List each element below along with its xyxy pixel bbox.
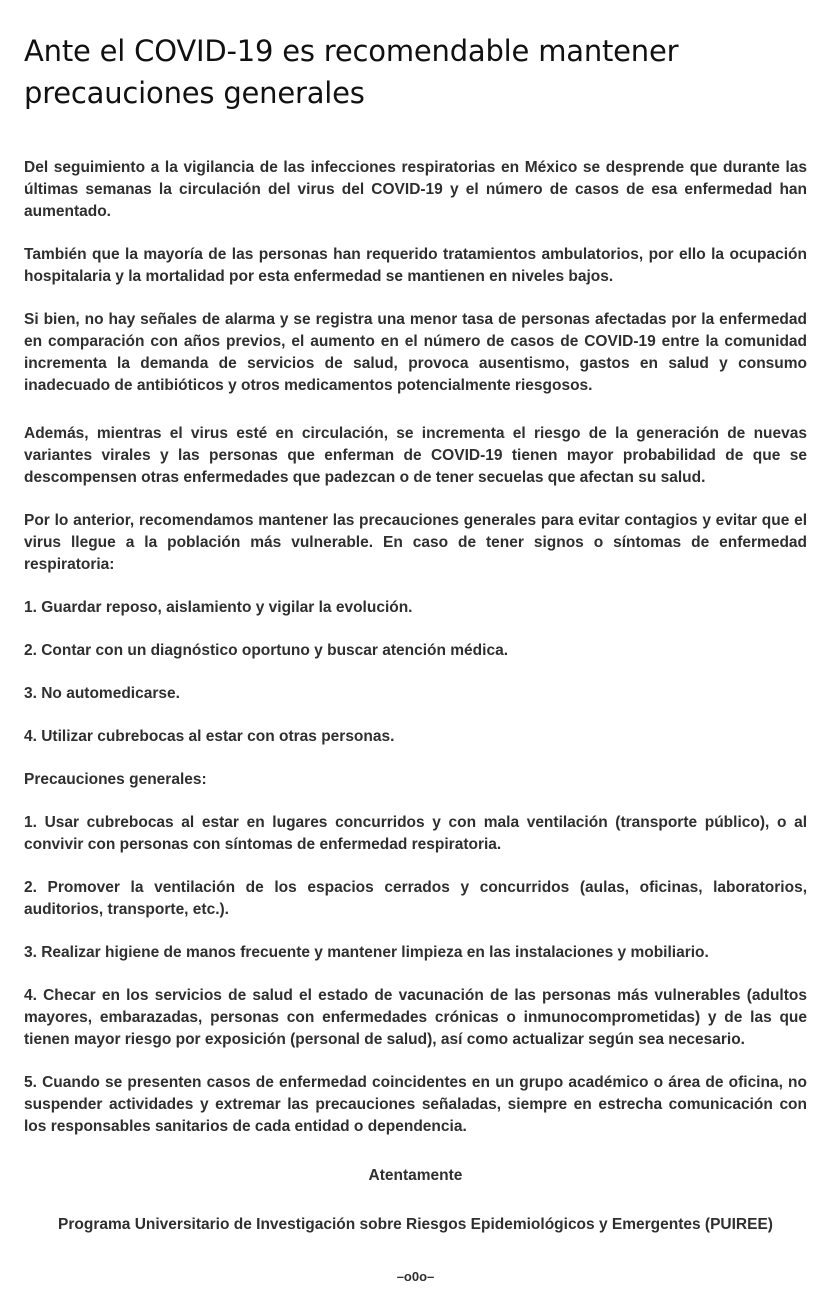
precautions-list xyxy=(24,812,807,1138)
list-item: 1. Usar cubrebocas al estar en lugares concurridos y con mala ventilación (transporte público), o al convivir con personas con síntomas de enfermedad respiratoria. xyxy=(24,814,807,853)
list-item: 2. Promover la ventilación de los espacios cerrados y concurridos (aulas, oficinas, laboratorios, auditorios, transporte, etc.). xyxy=(24,879,807,918)
document-body xyxy=(24,157,807,1285)
symptom-steps-list xyxy=(24,597,807,748)
page-title: Ante el COVID-19 es recomendable mantener precauciones generales xyxy=(24,34,679,110)
list-item: 3. Realizar higiene de manos frecuente y mantener limpieza en las instalaciones y mobiliario. xyxy=(24,944,709,961)
end-mark: –o0o– xyxy=(396,1269,435,1284)
signature-program: Programa Universitario de Investigación sobre Riesgos Epidemiológicos y Emergentes (PUIREE) xyxy=(58,1216,773,1233)
list-item: 4. Checar en los servicios de salud el estado de vacunación de las personas más vulnerables (adultos mayores, embarazadas, personas con enfermedades crónicas o inmunocomprometidas) y de las que tienen mayor riesgo por exposición (personal de salud), así como actualizar según sea necesario. xyxy=(24,987,807,1048)
paragraph-no-alarm: Si bien, no hay señales de alarma y se registra una menor tasa de personas afectadas por la enfermedad en comparación con años previos, el aumento en el número de casos de COVID-19 entre la comunidad incrementa la demanda de servicios de salud, provoca ausentismo, gastos en salud y consumo inadecuado de antibióticos y otros medicamentos potencialmente riesgosos. xyxy=(24,311,807,394)
closing-text: Atentamente xyxy=(368,1167,463,1184)
precautions-heading: Precauciones generales: xyxy=(24,771,207,788)
paragraph-ambulatory: También que la mayoría de las personas han requerido tratamientos ambulatorios, por ello la ocupación hospitalaria y la mortalidad por esta enfermedad se mantienen en niveles bajos. xyxy=(24,246,807,285)
paragraph-recommendation: Por lo anterior, recomendamos mantener las precauciones generales para evitar contagios y evitar que el virus llegue a la población más vulnerable. En caso de tener signos o síntomas de enfermedad respiratoria: xyxy=(24,512,807,573)
list-item: 5. Cuando se presenten casos de enfermedad coincidentes en un grupo académico o área de oficina, no suspender actividades y extremar las precauciones señaladas, siempre en estrecha comunicación con los responsables sanitarios de cada entidad o dependencia. xyxy=(24,1074,807,1135)
document-page xyxy=(24,0,807,1285)
list-item: 1. Guardar reposo, aislamiento y vigilar la evolución. xyxy=(24,599,413,616)
list-item: 3. No automedicarse. xyxy=(24,685,180,702)
paragraph-variants: Además, mientras el virus esté en circulación, se incrementa el riesgo de la generación de nuevas variantes virales y las personas que enferman de COVID-19 tienen mayor probabilidad de que se descompensen otras enfermedades que padezcan o de tener secuelas que afectan su salud. xyxy=(24,425,807,486)
list-item: 2. Contar con un diagnóstico oportuno y buscar atención médica. xyxy=(24,642,509,659)
list-item: 4. Utilizar cubrebocas al estar con otras personas. xyxy=(24,728,395,745)
paragraph-surveillance: Del seguimiento a la vigilancia de las infecciones respiratorias en México se desprende que durante las últimas semanas la circulación del virus del COVID-19 y el número de casos de esa enfermedad han aumentado. xyxy=(24,159,807,220)
